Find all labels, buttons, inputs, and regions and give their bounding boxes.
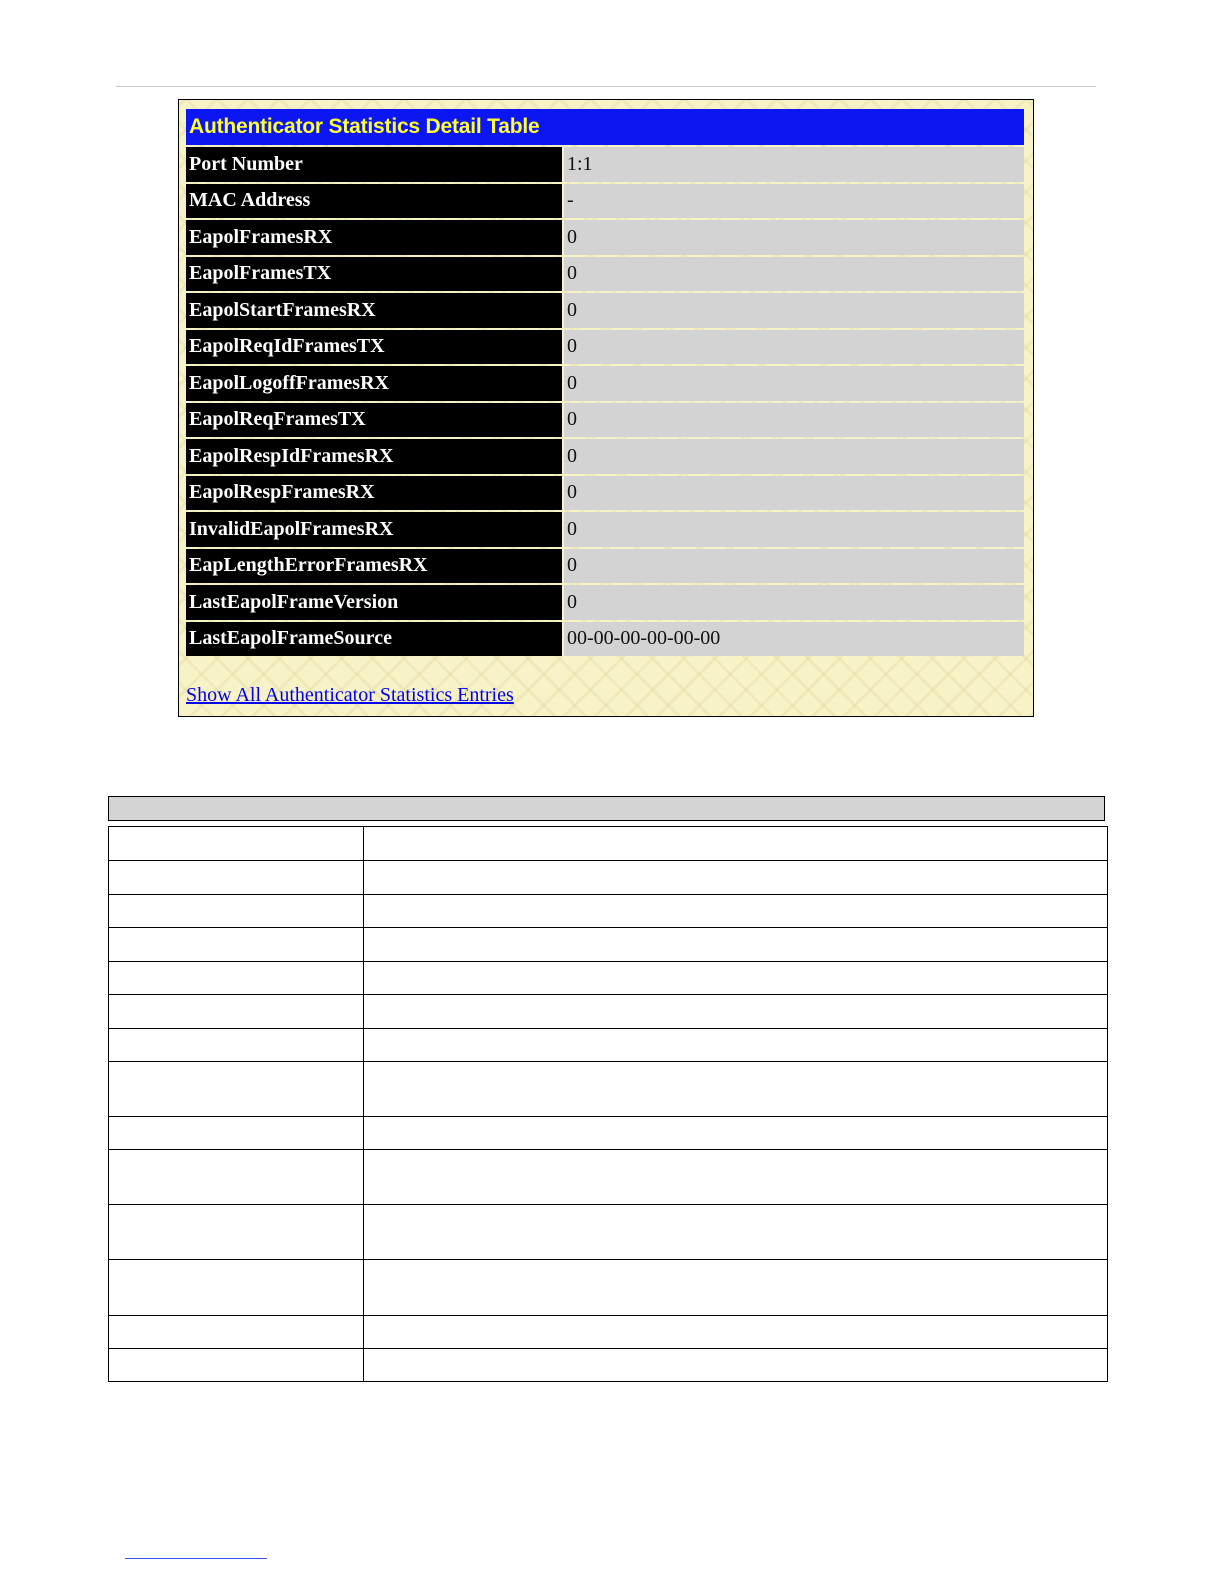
description-row: [109, 1150, 1108, 1205]
stats-label: LastEapolFrameVersion: [186, 585, 562, 620]
stats-value: 0: [562, 330, 1024, 365]
stats-row: [186, 439, 1024, 474]
stats-row: [186, 622, 1024, 657]
description-text-cell: [364, 895, 1108, 928]
description-text-cell: [364, 962, 1108, 995]
description-text-cell: [364, 1349, 1108, 1382]
page-top-rule: [116, 86, 1096, 87]
stats-label: EapolReqFramesTX: [186, 403, 562, 438]
stats-label: EapolReqIdFramesTX: [186, 330, 562, 365]
description-row: [109, 1316, 1108, 1349]
description-param-cell: [109, 1029, 364, 1062]
authenticator-statistics-table: [186, 107, 1024, 658]
stats-row: [186, 257, 1024, 292]
stats-row: [186, 220, 1024, 255]
description-param-cell: [109, 1205, 364, 1260]
description-row: [109, 928, 1108, 962]
stats-label: EapolRespFramesRX: [186, 476, 562, 511]
description-row: [109, 995, 1108, 1029]
table-title: Authenticator Statistics Detail Table: [186, 109, 1024, 145]
description-param-cell: [109, 1150, 364, 1205]
stats-row: [186, 512, 1024, 547]
stats-row: [186, 293, 1024, 328]
stats-label: EapolFramesTX: [186, 257, 562, 292]
stats-row: [186, 330, 1024, 365]
show-all-entries-link[interactable]: Show All Authenticator Statistics Entries: [186, 684, 514, 706]
description-row: [109, 827, 1108, 861]
stats-label: EapolStartFramesRX: [186, 293, 562, 328]
stats-row: [186, 549, 1024, 584]
description-param-cell: [109, 827, 364, 861]
description-row: [109, 895, 1108, 928]
stats-value: 0: [562, 220, 1024, 255]
description-text-cell: [364, 1205, 1108, 1260]
description-text-cell: [364, 928, 1108, 962]
description-row: [109, 1349, 1108, 1382]
description-param-cell: [109, 1260, 364, 1316]
stats-row: [186, 366, 1024, 401]
stats-row: [186, 184, 1024, 219]
stats-row: [186, 476, 1024, 511]
description-text-cell: [364, 1316, 1108, 1349]
authenticator-statistics-panel: [178, 99, 1034, 717]
description-text-cell: [364, 995, 1108, 1029]
description-param-cell: [109, 895, 364, 928]
stats-value: 1:1: [562, 147, 1024, 182]
stats-value: -: [562, 184, 1024, 219]
description-row: [109, 1062, 1108, 1117]
description-param-cell: [109, 1062, 364, 1117]
stats-value: 0: [562, 585, 1024, 620]
description-row: [109, 1260, 1108, 1316]
stats-label: EapolLogoffFramesRX: [186, 366, 562, 401]
description-text-cell: [364, 1260, 1108, 1316]
description-row: [109, 962, 1108, 995]
description-param-cell: [109, 995, 364, 1029]
footer-link-rule: [125, 1558, 267, 1559]
stats-row: [186, 403, 1024, 438]
stats-label: EapolFramesRX: [186, 220, 562, 255]
description-param-cell: [109, 861, 364, 895]
stats-row: [186, 147, 1024, 182]
description-text-cell: [364, 1062, 1108, 1117]
description-param-cell: [109, 1117, 364, 1150]
description-text-cell: [364, 1150, 1108, 1205]
description-row: [109, 1205, 1108, 1260]
description-param-cell: [109, 1349, 364, 1382]
stats-label: LastEapolFrameSource: [186, 622, 562, 657]
description-text-cell: [364, 1029, 1108, 1062]
stats-value: 0: [562, 403, 1024, 438]
description-param-cell: [109, 1316, 364, 1349]
stats-value: 0: [562, 439, 1024, 474]
stats-value: 0: [562, 293, 1024, 328]
parameter-description-table: [108, 826, 1108, 1382]
stats-value: 0: [562, 549, 1024, 584]
stats-value: 00-00-00-00-00-00: [562, 622, 1024, 657]
stats-label: EapLengthErrorFramesRX: [186, 549, 562, 584]
stats-label: EapolRespIdFramesRX: [186, 439, 562, 474]
stats-value: 0: [562, 512, 1024, 547]
stats-row: [186, 585, 1024, 620]
stats-value: 0: [562, 366, 1024, 401]
description-table-header: [108, 796, 1105, 821]
description-param-cell: [109, 928, 364, 962]
description-row: [109, 1117, 1108, 1150]
description-text-cell: [364, 861, 1108, 895]
stats-label: InvalidEapolFramesRX: [186, 512, 562, 547]
description-text-cell: [364, 1117, 1108, 1150]
stats-label: MAC Address: [186, 184, 562, 219]
stats-value: 0: [562, 257, 1024, 292]
description-text-cell: [364, 827, 1108, 861]
stats-value: 0: [562, 476, 1024, 511]
stats-label: Port Number: [186, 147, 562, 182]
description-param-cell: [109, 962, 364, 995]
description-row: [109, 1029, 1108, 1062]
description-row: [109, 861, 1108, 895]
